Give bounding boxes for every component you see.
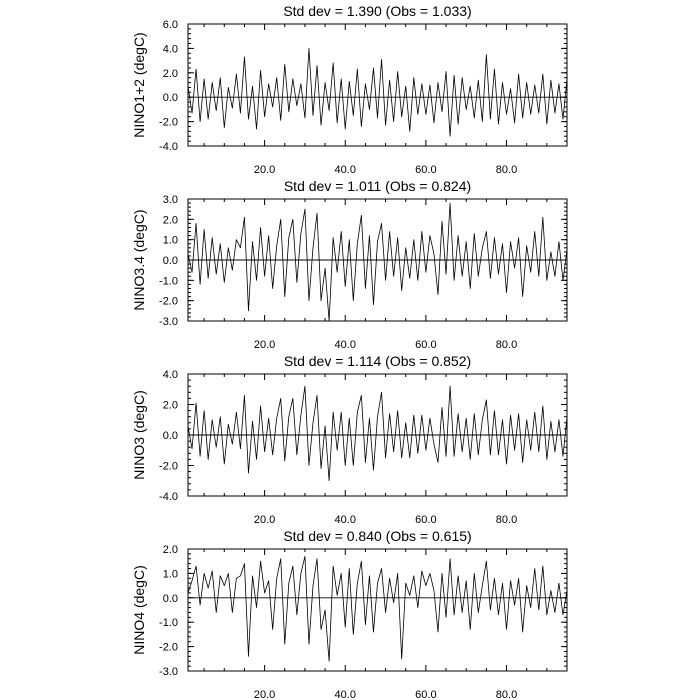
x-tick-label: 80.0 bbox=[495, 339, 518, 351]
y-tick-label: -1.0 bbox=[159, 275, 178, 288]
plot-frame bbox=[188, 24, 567, 146]
chart-title: Std dev = 1.114 (Obs = 0.852) bbox=[283, 353, 472, 369]
y-tick-label: 1.0 bbox=[162, 568, 178, 581]
series-line-nino1-2-degc bbox=[188, 48, 567, 136]
y-tick-label: 6.0 bbox=[162, 19, 178, 31]
y-axis-label: NINO1+2 (degC) bbox=[131, 32, 147, 138]
y-tick-label: -2.0 bbox=[159, 295, 178, 308]
panel-2 bbox=[131, 178, 567, 351]
y-tick-label: 0.0 bbox=[162, 255, 178, 267]
panel-1 bbox=[131, 3, 567, 176]
y-axis-label: NINO4 (degC) bbox=[131, 565, 147, 655]
y-tick-label: 4.0 bbox=[162, 43, 178, 56]
series-line-nino4-degc bbox=[188, 556, 567, 661]
x-tick-label: 20.0 bbox=[253, 164, 276, 176]
y-tick-label: 2.0 bbox=[162, 67, 178, 80]
x-tick-label: 60.0 bbox=[415, 339, 437, 351]
y-tick-label: 0.0 bbox=[162, 430, 178, 442]
panel-3 bbox=[131, 353, 567, 526]
y-tick-label: -2.0 bbox=[159, 460, 178, 473]
chart-title: Std dev = 1.390 (Obs = 1.033) bbox=[283, 3, 472, 19]
y-tick-label: -3.0 bbox=[159, 666, 178, 678]
series-line-nino3-4-degc bbox=[188, 203, 567, 321]
chart-title: Std dev = 0.840 (Obs = 0.615) bbox=[283, 528, 472, 544]
y-tick-label: 4.0 bbox=[162, 369, 178, 381]
chart-title: Std dev = 1.011 (Obs = 0.824) bbox=[283, 178, 472, 194]
y-tick-label: -3.0 bbox=[159, 316, 178, 328]
x-tick-label: 20.0 bbox=[253, 514, 276, 526]
x-tick-label: 60.0 bbox=[415, 164, 437, 176]
y-tick-label: -4.0 bbox=[159, 491, 178, 503]
x-tick-label: 80.0 bbox=[495, 514, 518, 526]
x-tick-label: 60.0 bbox=[415, 514, 437, 526]
y-tick-label: 2.0 bbox=[162, 214, 178, 227]
panel-4 bbox=[131, 528, 567, 700]
y-tick-label: -4.0 bbox=[159, 141, 178, 153]
x-tick-label: 20.0 bbox=[253, 689, 276, 700]
y-tick-label: 2.0 bbox=[162, 544, 178, 556]
y-tick-label: -1.0 bbox=[159, 617, 178, 630]
x-tick-label: 20.0 bbox=[253, 339, 276, 351]
y-axis-label: NINO3.4 (degC) bbox=[131, 209, 147, 311]
y-tick-label: 3.0 bbox=[162, 194, 178, 206]
y-tick-label: 1.0 bbox=[162, 234, 178, 247]
x-tick-label: 60.0 bbox=[415, 689, 437, 700]
x-tick-label: 80.0 bbox=[495, 689, 518, 700]
x-tick-label: 40.0 bbox=[334, 689, 356, 700]
x-tick-label: 40.0 bbox=[334, 164, 356, 176]
x-tick-label: 80.0 bbox=[495, 164, 518, 176]
series-line-nino3-degc bbox=[188, 386, 567, 481]
y-tick-label: 2.0 bbox=[162, 399, 178, 412]
x-tick-label: 40.0 bbox=[334, 339, 356, 351]
y-axis-label: NINO3 (degC) bbox=[131, 390, 147, 480]
y-tick-label: 0.0 bbox=[162, 92, 178, 105]
y-tick-label: 0.0 bbox=[162, 592, 178, 605]
x-tick-label: 40.0 bbox=[334, 514, 356, 526]
y-tick-label: -2.0 bbox=[159, 641, 178, 654]
y-tick-label: -2.0 bbox=[159, 116, 178, 129]
